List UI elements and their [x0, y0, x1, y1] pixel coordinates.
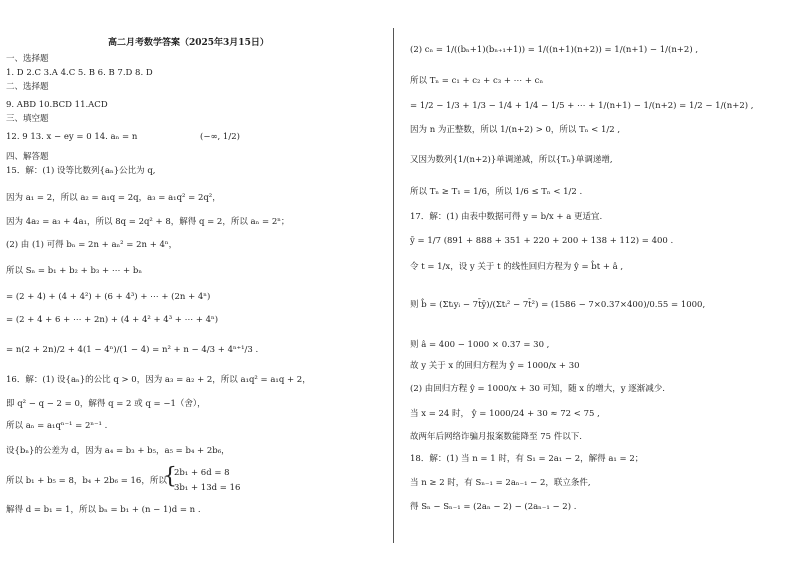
problem-16-part2-line-4: 因为 n 为正整数，所以 1/(n+2) > 0，所以 Tₙ < 1/2 ,	[410, 125, 621, 135]
problem-17-line-7: (2) 由回归方程 ŷ = 1000/x + 30 可知，随 x 的增大，y 逐渐减少.	[410, 384, 666, 394]
problem-17-line-9: 故两年后网络诈骗月报案数能降至 75 件以下.	[410, 432, 582, 442]
problem-17-line-3: 令 t = 1/x，设 y 关于 t 的线性回归方程为 ŷ = b̂t + â ,	[410, 262, 624, 272]
problem-16-line-5: 所以 b₁ + b₅ = 8，b₄ + 2b₆ = 16，所以	[6, 476, 167, 486]
section-fill-title: 三、填空题	[6, 114, 49, 124]
section-fill-answers: 12. 9 13. x − ey = 0 14. aₙ = n	[6, 132, 138, 142]
problem-16-line-2: 即 q² − q − 2 = 0，解得 q = 2 或 q = −1（舍），	[6, 399, 206, 409]
problem-18-line-3: 得 Sₙ − Sₙ₋₁ = (2aₙ − 2) − (2aₙ₋₁ − 2) .	[410, 502, 577, 512]
section-choice-answers: 1. D 2.C 3.A 4.C 5. B 6. B 7.D 8. D	[6, 68, 153, 78]
problem-17-line-5: 则 â = 400 − 1000 × 0.37 = 30 ,	[410, 340, 550, 350]
section-solve-title: 四、解答题	[6, 152, 49, 162]
problem-17-line-2: ȳ = 1/7 (891 + 888 + 351 + 220 + 200 + 138 + 112) = 400 .	[410, 236, 674, 246]
problem-15-line-6: = (2 + 4) + (4 + 4²) + (6 + 4³) + ⋯ + (2n + 4ⁿ)	[6, 292, 211, 302]
problem-17-line-6: 故 y 关于 x 的回归方程为 ŷ = 1000/x + 30	[410, 361, 580, 371]
problem-18-line-1: 18．解：(1) 当 n = 1 时，有 S₁ = 2a₁ − 2，解得 a₁ = 2；	[410, 454, 644, 464]
problem-16-part2-line-6: 所以 Tₙ ≥ T₁ = 1/6，所以 1/6 ≤ Tₙ < 1/2 .	[410, 187, 583, 197]
problem-15-line-7: = (2 + 4 + 6 + ⋯ + 2n) + (4 + 4² + 4³ + ⋯ + 4ⁿ)	[6, 315, 219, 325]
problem-15-line-8: = n(2 + 2n)/2 + 4(1 − 4ⁿ)/(1 − 4) = n² + n − 4/3 + 4ⁿ⁺¹/3 .	[6, 345, 259, 355]
problem-16-part2-line-3: = 1/2 − 1/3 + 1/3 − 1/4 + 1/4 − 1/5 + ⋯ + 1/(n+1) − 1/(n+2) = 1/2 − 1/(n+2) ,	[410, 101, 754, 111]
problem-16-line-6: 解得 d = b₁ = 1，所以 bₙ = b₁ + (n − 1)d = n .	[6, 505, 201, 515]
column-divider	[393, 28, 394, 543]
problem-16-line-3: 所以 aₙ = a₁qⁿ⁻¹ = 2ⁿ⁻¹ .	[6, 421, 108, 431]
problem-17-line-1: 17．解：(1) 由表中数据可得 y = b/x + a 更适宜.	[410, 212, 603, 222]
problem-17-line-4: 则 b̂ = (Σtᵢyᵢ − 7t̄ȳ)/(Σtᵢ² − 7t̄²) = (1586 − 7×0.37×400)/0.55 = 1000,	[410, 300, 706, 310]
problem-16-part2-line-5: 又因为数列{1/(n+2)}单调递减，所以{Tₙ}单调递增,	[410, 155, 613, 165]
equation-system-row-2: 3b₁ + 13d = 16	[174, 483, 241, 493]
problem-16-line-1: 16．解：(1) 设{aₙ}的公比 q > 0，因为 a₃ = a₂ + 2，所以 a₁q² = a₁q + 2，	[6, 375, 311, 385]
problem-15-line-3: 因为 4a₂ = a₃ + 4a₁，所以 8q = 2q² + 8，解得 q = 2，所以 aₙ = 2ⁿ；	[6, 217, 290, 227]
problem-15-line-5: 所以 Sₙ = b₁ + b₂ + b₃ + ⋯ + bₙ	[6, 266, 142, 276]
problem-16-line-4: 设{bₙ}的公差为 d，因为 a₄ = b₃ + b₅，a₅ = b₄ + 2b₆，	[6, 446, 230, 456]
equation-system-brace: {	[163, 464, 177, 489]
equation-system-row-1: 2b₁ + 6d = 8	[174, 468, 230, 478]
problem-16-part2-line-2: 所以 Tₙ = c₁ + c₂ + c₃ + ⋯ + cₙ	[410, 76, 544, 86]
section-fill-answer-15: (−∞, 1/2)	[200, 132, 240, 142]
problem-17-line-8: 当 x = 24 时， ŷ = 1000/24 + 30 ≈ 72 < 75 ,	[410, 409, 600, 419]
problem-18-line-2: 当 n ≥ 2 时，有 Sₙ₋₁ = 2aₙ₋₁ − 2，联立条件,	[410, 478, 591, 488]
section-multi-title: 二、选择题	[6, 82, 49, 92]
problem-15-line-4: (2) 由 (1) 可得 bₙ = 2n + aₙ² = 2n + 4ⁿ，	[6, 240, 178, 250]
document-title: 高二月考数学答案（2025年3月15日）	[108, 38, 269, 48]
section-choice-title: 一、选择题	[6, 54, 49, 64]
section-multi-answers: 9. ABD 10.BCD 11.ACD	[6, 100, 108, 110]
problem-15-line-2: 因为 a₁ = 2，所以 a₂ = a₁q = 2q，a₃ = a₁q² = 2q²，	[6, 193, 221, 203]
problem-16-part2-line-1: (2) cₙ = 1/((bₙ+1)(bₙ₊₁+1)) = 1/((n+1)(n+2)) = 1/(n+1) − 1/(n+2) ,	[410, 45, 699, 55]
problem-15-line-1: 15．解：(1) 设等比数列{aₙ}公比为 q,	[6, 166, 156, 176]
